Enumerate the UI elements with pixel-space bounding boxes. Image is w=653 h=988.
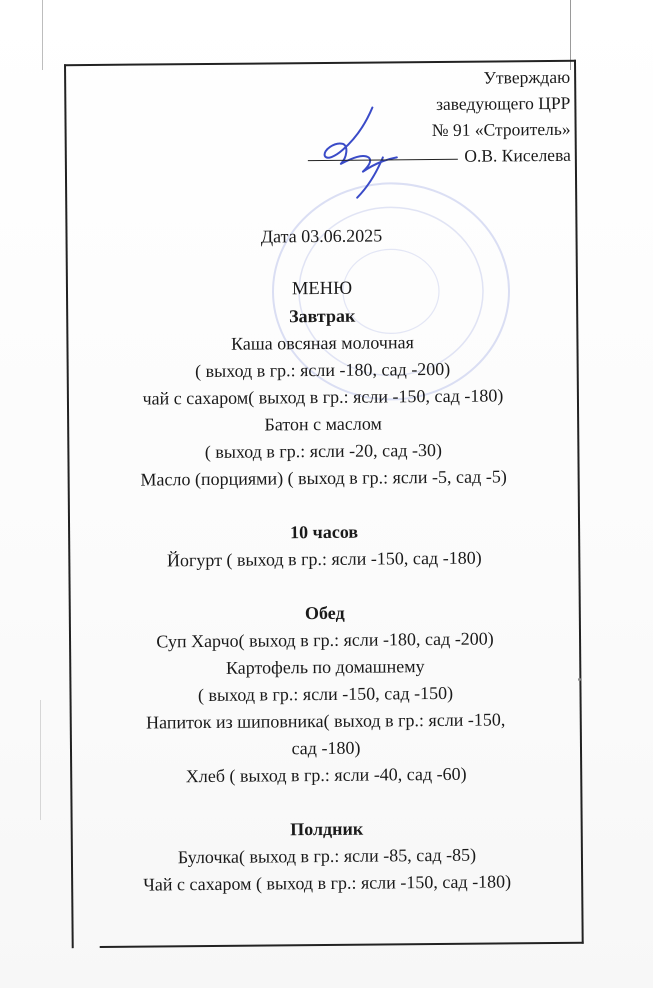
menu-line: Картофель по домашнему <box>225 656 425 678</box>
approval-signer-row <box>308 142 571 170</box>
menu-title: МЕНЮ <box>291 278 353 300</box>
section-title-breakfast: Завтрак <box>289 305 356 327</box>
menu-line: ( выход в гр.: ясли -150, сад -150) <box>197 682 454 706</box>
page-edge-faint <box>40 700 41 820</box>
menu-line: Суп Харчо( выход в гр.: ясли -180, сад -200) <box>156 628 494 652</box>
approval-line-1: Утверждаю <box>483 66 571 88</box>
menu-line: Масло (порциями) ( выход в гр.: ясли -5, сад -5) <box>140 466 507 490</box>
menu-line: Булочка( выход в гр.: ясли -85, сад -85) <box>177 844 477 868</box>
menu-line: Батон с маслом <box>264 413 382 435</box>
menu-date: Дата 03.06.2025 <box>260 225 383 247</box>
approval-signer: О.В. Киселева <box>464 144 571 166</box>
menu-line: чай с сахаром( выход в гр.: ясли -150, сад -180) <box>142 385 504 409</box>
section-title-ten: 10 часов <box>290 521 359 543</box>
menu-line: Хлеб ( выход в гр.: ясли -40, сад -60) <box>185 763 467 787</box>
menu-body <box>66 274 583 899</box>
menu-line: сад -180) <box>291 737 361 759</box>
page-edge-left <box>42 0 43 70</box>
approval-line-2: заведующего ЦРР <box>435 92 571 114</box>
section-title-snack: Полдник <box>290 818 364 840</box>
menu-sheet <box>64 60 584 948</box>
menu-line: Напиток из шиповника( выход в гр.: ясли -150, <box>146 709 506 733</box>
menu-line: Йогурт ( выход в гр.: ясли -150, сад -180) <box>166 547 482 571</box>
approval-line-3: № 91 «Строитель» <box>431 118 571 141</box>
menu-line: Чай с сахаром ( выход в гр.: ясли -150, сад -180) <box>143 871 512 895</box>
menu-line: Каша овсяная молочная <box>230 332 414 354</box>
menu-line: ( выход в гр.: ясли -180, сад -200) <box>195 358 451 382</box>
scan-speck <box>578 678 581 681</box>
approval-block <box>308 64 571 170</box>
menu-line: ( выход в гр.: ясли -20, сад -30) <box>204 439 443 463</box>
signature-line <box>308 159 458 161</box>
section-title-lunch: Обед <box>304 602 345 624</box>
